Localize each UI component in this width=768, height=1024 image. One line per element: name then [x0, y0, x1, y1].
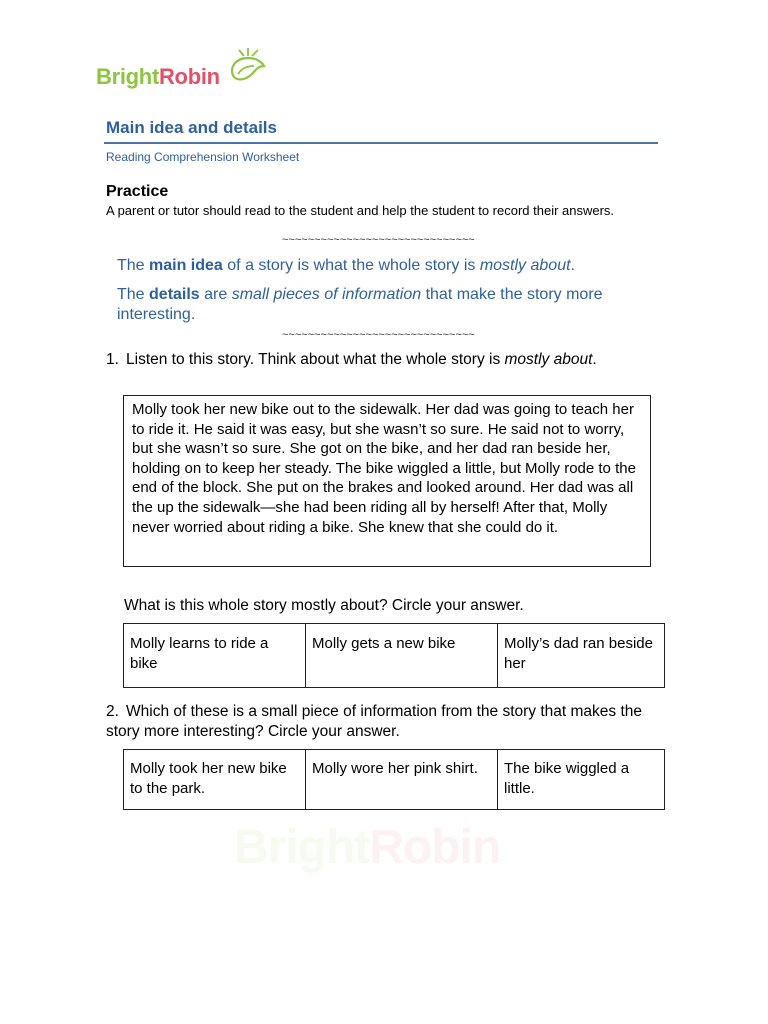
question-2: 2. Which of these is a small piece of information from the story that makes the story more interesting? Circle your answer.	[106, 703, 643, 740]
brightrobin-watermark: BrightRobin	[234, 821, 501, 874]
tilde-divider: ~~~~~~~~~~~~~~~~~~~~~~~~~~~~~~	[282, 234, 475, 246]
page-subtitle: Reading Comprehension Worksheet	[106, 150, 300, 164]
answer-choice[interactable]: The bike wiggled a little.	[498, 750, 665, 810]
answer-choice[interactable]: Molly wore her pink shirt.	[306, 750, 498, 810]
answer-choice[interactable]: Molly took her new bike to the park.	[124, 750, 306, 810]
main-idea-definition: The main idea of a story is what the whole story is mostly about.	[117, 257, 575, 274]
answer-choice[interactable]: Molly learns to ride a bike	[124, 624, 306, 688]
details-definition: The details are small pieces of information that make the story more interesting.	[117, 286, 603, 323]
story-box: Molly took her new bike out to the sidewalk. Her dad was going to teach her to ride it. He said it was easy, but she wasn’t so sure. He said not to worry, but she wasn’t so sure. She got on the bike, and her dad ran beside her, holding on to keep her steady. The bike wiggled a little, but Molly rode to the end of the block. She put on the brakes and looked around. Her dad was all the up the sidewalk—she had been riding all by herself! After that, Molly never worried about riding a bike. She knew that she could do it.	[123, 395, 651, 567]
question-1-answer-table	[123, 623, 665, 688]
question-1: 1. Listen to this story. Think about what the whole story is mostly about.	[106, 351, 597, 368]
tilde-divider: ~~~~~~~~~~~~~~~~~~~~~~~~~~~~~~	[282, 329, 475, 341]
logo-wordmark: BrightRobin	[96, 64, 220, 89]
title-divider	[104, 142, 658, 144]
robin-bird-icon	[214, 44, 266, 86]
answer-choice[interactable]: Molly gets a new bike	[306, 624, 498, 688]
page-title: Main idea and details	[106, 118, 277, 137]
brightrobin-logo	[96, 44, 266, 94]
practice-heading: Practice	[106, 183, 169, 200]
question-1-prompt: What is this whole story mostly about? Circle your answer.	[124, 597, 524, 614]
practice-instructions: A parent or tutor should read to the student and help the student to record their answers.	[106, 203, 615, 218]
answer-choice[interactable]: Molly’s dad ran beside her	[498, 624, 665, 688]
question-2-answer-table	[123, 749, 665, 810]
